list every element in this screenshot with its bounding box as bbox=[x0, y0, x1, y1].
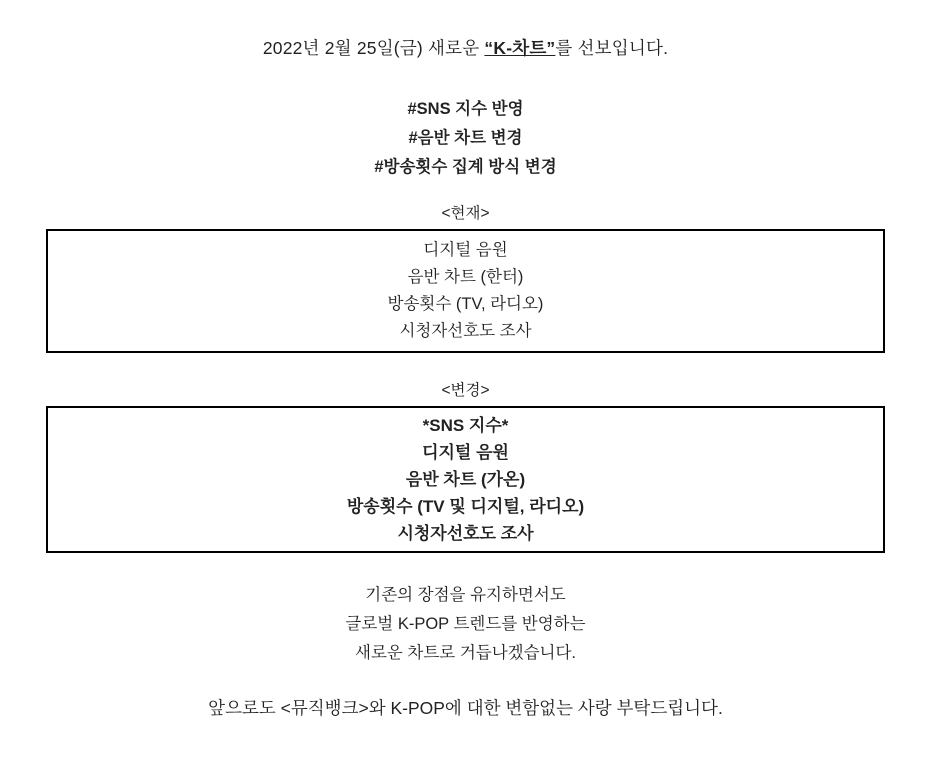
closing-line: 글로벌 K-POP 트렌드를 반영하는 bbox=[345, 615, 586, 633]
announcement-document bbox=[0, 38, 931, 770]
list-item: 디지털 음원 bbox=[422, 443, 509, 462]
hashtag-album-chart: #음반 차트 변경 bbox=[408, 129, 523, 147]
footer-message: 앞으로도 <뮤직뱅크>와 K-POP에 대한 변함없는 사랑 부탁드립니다. bbox=[208, 698, 723, 718]
list-item: 음반 차트 (한터) bbox=[407, 268, 524, 286]
section-label-current: <현재> bbox=[441, 205, 490, 222]
list-item: *SNS 지수* bbox=[422, 416, 509, 435]
list-item: 시청자선호도 조사 bbox=[397, 524, 534, 543]
hashtag-sns-index: #SNS 지수 반영 bbox=[407, 100, 524, 118]
title-highlight: “K-차트” bbox=[484, 38, 556, 58]
changed-chart-box bbox=[46, 406, 885, 553]
list-item: 디지털 음원 bbox=[423, 241, 508, 259]
closing-line: 새로운 차트로 거듭나겠습니다. bbox=[355, 644, 576, 662]
current-chart-box bbox=[46, 229, 885, 353]
list-item: 시청자선호도 조사 bbox=[399, 322, 532, 340]
page-title bbox=[0, 38, 931, 58]
list-item: 음반 차트 (가온) bbox=[405, 470, 526, 489]
title-prefix: 2022년 2월 25일(금) 새로운 bbox=[262, 38, 485, 58]
closing-paragraph bbox=[0, 581, 931, 668]
section-label-changed: <변경> bbox=[441, 382, 490, 399]
hashtag-broadcast-count: #방송횟수 집계 방식 변경 bbox=[374, 158, 557, 176]
closing-line: 기존의 장점을 유지하면서도 bbox=[365, 586, 566, 604]
list-item: 방송횟수 (TV, 라디오) bbox=[387, 295, 544, 313]
title-suffix: 를 선보입니다. bbox=[555, 38, 669, 58]
list-item: 방송횟수 (TV 및 디지털, 라디오) bbox=[346, 497, 585, 516]
hashtag-list bbox=[0, 100, 931, 176]
